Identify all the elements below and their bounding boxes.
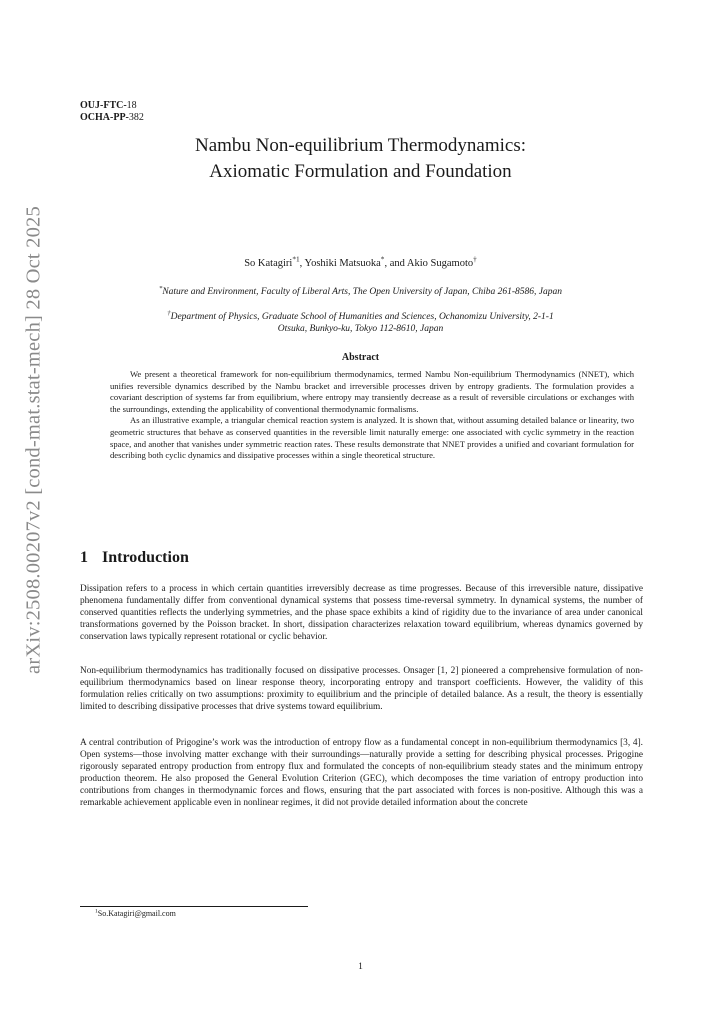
report-id-2: OCHA-PP-382: [80, 112, 144, 123]
abstract-heading: Abstract: [341, 352, 380, 363]
affiliation-1: *Nature and Environment, Faculty of Liberal Arts, The Open University of Japan, Chiba 261-8586, Japan: [159, 284, 562, 297]
author-list: So Katagiri$^{*1}$, Yoshiki Matsuoka*, and Akio Sugamoto†: [244, 254, 477, 269]
abstract-body: [110, 369, 634, 462]
footnote: $^1$So.Katagiri@gmail.com: [95, 908, 176, 918]
footnote-email: So.Katagiri@gmail.com: [97, 909, 176, 918]
abstract-paragraph: As an illustrative example, a triangular chemical reaction system is analyzed. It is shown that, without assuming detailed balance or linearity, two geometric structures that behave as conserved quantities in the reversible limit naturally emerge: one associated with cyclic symmetry in the reaction space, and another that vanishes under symmetric reaction rates. These results demonstrate that NNET provides a unified and covariant formulation for describing both cyclic dynamics and dissipative processes within a single theoretical structure.: [110, 415, 634, 461]
paper-title: Nambu Non-equilibrium Thermodynamics: Axiomatic Formulation and Foundation: [194, 135, 527, 182]
affiliation-2: †Department of Physics, Graduate School of Humanities and Sciences, Ochanomizu University, 2-1-1 Otsuka, Bunkyo-ku, Tokyo 112-8610, Japan: [167, 309, 554, 334]
arxiv-identifier-text: arXiv:2508.00207v2 [cond-mat.stat-mech] 28 Oct 2025: [22, 206, 45, 674]
body-paragraph: Non-equilibrium thermodynamics has traditionally focused on dissipative processes. Onsager [1, 2] pioneered a comprehensive formulation of non-equilibrium thermodynamics based on linear response theory, incorporating entropy and transport coefficients. However, the validity of this formulation relies critically on two assumptions: proximity to equilibrium and the principle of detailed balance. As a result, the theory is essentially limited to describing dissipative processes that drive systems toward equilibrium.: [80, 666, 643, 712]
section-heading-introduction: 1 Introduction: [80, 549, 189, 566]
footnote-divider: [80, 906, 308, 907]
abstract-paragraph: We present a theoretical framework for non-equilibrium thermodynamics, termed Nambu Non-equilibrium Thermodynamics (NNET), which unifies reversible dynamics described by the Nambu bracket and irreversible processes driven by entropy gradients. The formulation provides a covariant description of systems far from equilibrium, where entropy may transiently decrease as a result of reversible circulations or exchanges with the surroundings, extending the applicability of conventional thermodynamic formalisms.: [110, 369, 634, 414]
page-number: 1: [358, 962, 363, 972]
body-paragraph: Dissipation refers to a process in which certain quantities irreversibly decrease as time progresses. Because of this irreversible nature, dissipative phenomena fundamentally differ from conventional dynamical systems that possess time-reversal symmetry. In dynamical systems, the number of conserved quantities reflects the underlying symmetries, and the phase space exhibits a kind of rigidity due to the invariance of area under canonical transformations governed by the Poisson bracket. In short, dissipation characterizes relaxation toward equilibrium, whereas dynamics governed by conservation laws typically represent rotational or cyclic behavior.: [80, 584, 643, 642]
report-id-1: OUJ-FTC-18: [80, 100, 137, 111]
report-numbers: [80, 100, 144, 124]
body-paragraph: A central contribution of Prigogine’s work was the introduction of entropy flow as a fundamental concept in non-equilibrium thermodynamics [3, 4]. Open systems—those involving matter exchange with their surroundings—naturally provide a setting for describing physical processes. Prigogine rigorously separated entropy production from entropy flux and formulated the concepts of non-equilibrium steady states and the minimum entropy production theorem. He also proposed the General Evolution Criterion (GEC), which decomposes the time variation of entropy production into contributions from changes in thermodynamic forces and flows, ensuring that the part associated with forces is non-positive. Although this was a remarkable achievement applicable even in nonlinear regimes, it did not provide detailed information about the concrete: [80, 738, 643, 808]
arxiv-identifier-stamp: [14, 206, 54, 674]
